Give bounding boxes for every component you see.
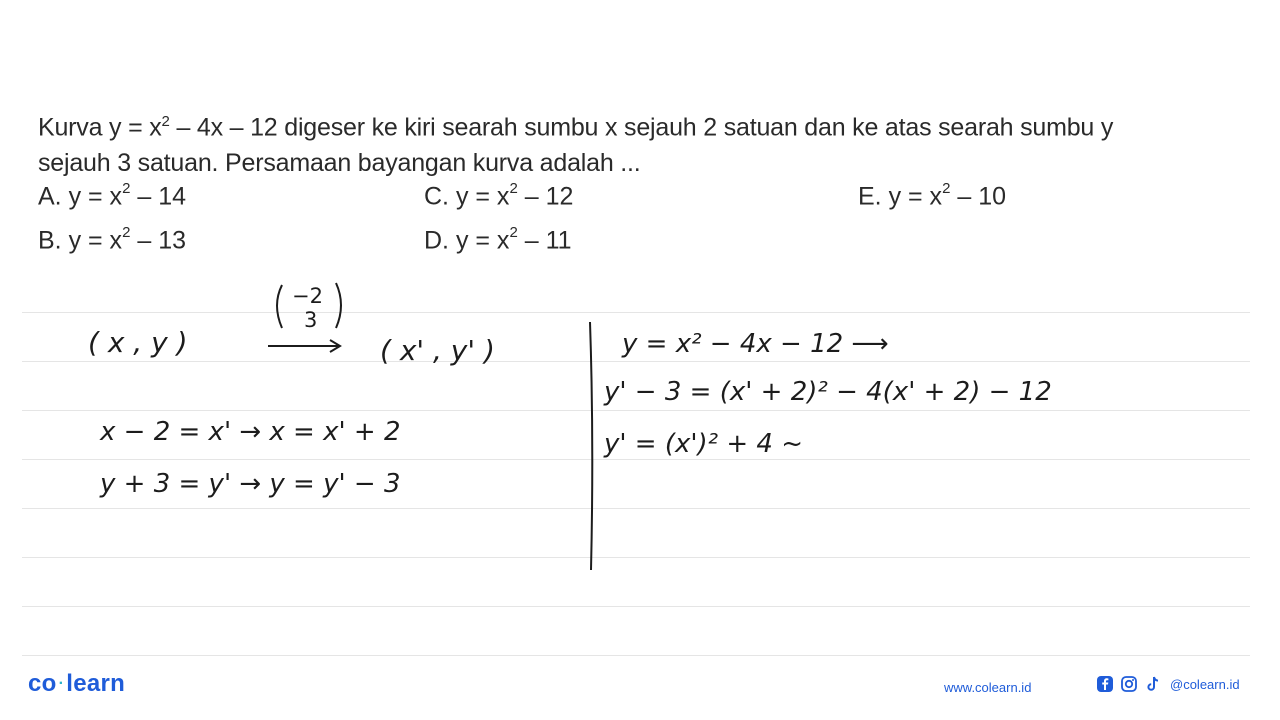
option-text: – 10 (950, 182, 1007, 211)
option-text: y = x (61, 182, 123, 211)
colearn-logo[interactable] (28, 670, 125, 698)
logo-part: learn (66, 670, 126, 697)
option-exponent: 2 (509, 224, 518, 241)
vector-bracket-right (336, 283, 341, 328)
option-exponent: 2 (122, 224, 131, 241)
question-part: Kurva y = x (38, 113, 162, 142)
question-exponent: 2 (161, 113, 170, 130)
option-label: C. (424, 182, 449, 211)
logo-dot: · (58, 675, 65, 692)
logo-part: co (28, 670, 57, 697)
vector-top: −2 (292, 284, 323, 308)
rule-line (22, 655, 1250, 656)
substitution-equation: y' − 3 = (x' + 2)² − 4(x' + 2) − 12 (604, 377, 1052, 407)
option-text: – 12 (517, 182, 574, 211)
equation-y: y + 3 = y' → y = y' − 3 (100, 469, 401, 499)
option-text: – 14 (130, 182, 187, 211)
option-text: – 11 (517, 226, 572, 255)
rule-line (22, 606, 1250, 607)
social-handle[interactable]: @colearn.id (1170, 676, 1240, 692)
option-label: A. (38, 182, 62, 211)
option-exponent: 2 (122, 180, 131, 197)
option-text: y = x (881, 182, 943, 211)
result-equation: y' = (x')² + 4 ~ (604, 429, 803, 459)
rule-line (22, 508, 1250, 509)
point-original: ( x , y ) (88, 326, 188, 359)
option-exponent: 2 (509, 180, 518, 197)
option-label: D. (424, 226, 449, 255)
divider-line (590, 322, 592, 570)
option-text: y = x (61, 226, 123, 255)
equation-x: x − 2 = x' → x = x' + 2 (100, 417, 401, 447)
rule-line (22, 557, 1250, 558)
question-line-2: sejauh 3 satuan. Persamaan bayangan kurva adalah ... (38, 149, 641, 178)
facebook-icon[interactable] (1096, 675, 1114, 693)
option-d[interactable] (424, 226, 572, 255)
vector-bracket-left (277, 285, 282, 328)
rule-line (22, 312, 1250, 313)
question-text (38, 104, 1248, 181)
option-b[interactable] (38, 226, 186, 255)
curve-equation: y = x² − 4x − 12 ⟶ (622, 329, 889, 359)
tiktok-icon[interactable] (1144, 675, 1162, 693)
rule-line (22, 410, 1250, 411)
option-label: B. (38, 226, 62, 255)
option-c[interactable] (424, 182, 573, 211)
option-text: – 13 (130, 226, 187, 255)
mapping-arrow (268, 340, 340, 352)
option-label: E. (858, 182, 882, 211)
rule-line (22, 459, 1250, 460)
social-links (1096, 675, 1240, 693)
question-part: – 4x – 12 digeser ke kiri searah sumbu x sejauh 2 satuan dan ke atas searah sumbu y (169, 113, 1114, 142)
option-e[interactable] (858, 182, 1006, 211)
option-text: y = x (449, 182, 510, 211)
option-a[interactable] (38, 182, 186, 211)
rule-line (22, 361, 1250, 362)
answer-options (38, 182, 1238, 262)
question-line-1 (38, 104, 1248, 145)
vector-bottom: 3 (304, 308, 318, 332)
option-exponent: 2 (942, 180, 951, 197)
instagram-icon[interactable] (1120, 675, 1138, 693)
point-image: ( x' , y' ) (380, 334, 495, 367)
website-link[interactable]: www.colearn.id (944, 680, 1032, 695)
option-text: y = x (449, 226, 510, 255)
